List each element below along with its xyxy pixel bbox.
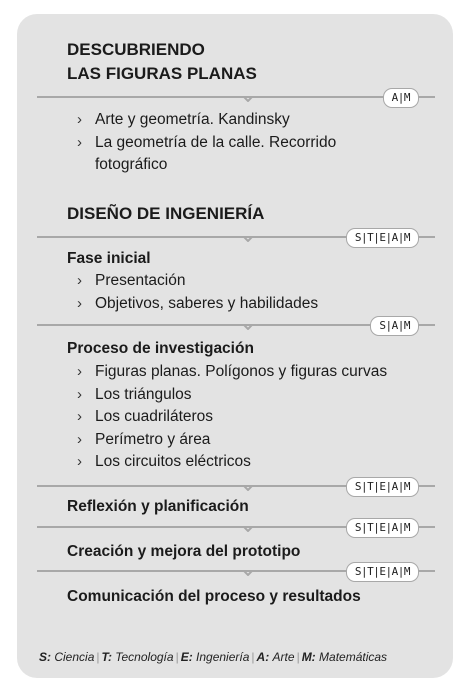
phase-list	[77, 361, 447, 474]
list-item: › Objetivos, saberes y habilidades	[77, 293, 447, 316]
area-tag: S|T|E|A|M	[346, 477, 419, 497]
legend-key: S:	[39, 650, 51, 664]
list-item: › Perímetro y área	[77, 429, 447, 452]
phase-title: Comunicación del proceso y resultados	[67, 588, 361, 605]
legend-value: Ciencia	[54, 650, 95, 664]
section-title-line1: DESCUBRIENDO	[67, 40, 205, 59]
list-item: › Figuras planas. Polígonos y figuras curvas	[77, 361, 447, 384]
phase-title: Reflexión y planificación	[67, 498, 249, 515]
legend-value: Arte	[272, 650, 295, 664]
legend-value: Matemáticas	[319, 650, 388, 664]
area-tag: S|T|E|A|M	[346, 228, 419, 248]
legend-value: Tecnología	[115, 650, 174, 664]
divider-notch-icon	[243, 526, 253, 532]
list-item: › Los cuadriláteros	[77, 406, 447, 429]
legend: S: Ciencia | T: Tecnología | E: Ingeniería | A: Arte | M: Matemáticas	[39, 650, 388, 664]
list-item: › Arte y geometría. Kandinsky	[77, 109, 447, 132]
legend-key: T:	[101, 650, 112, 664]
list-item: › Los circuitos eléctricos	[77, 451, 447, 474]
legend-key: M:	[301, 650, 316, 664]
divider	[37, 480, 435, 493]
phase-title: Proceso de investigación	[67, 340, 254, 357]
chevron-right-icon: ›	[77, 111, 82, 128]
divider-notch-icon	[243, 324, 253, 330]
area-tag: S|A|M	[370, 316, 419, 336]
chevron-right-icon: ›	[77, 363, 82, 380]
divider	[37, 319, 435, 332]
chevron-right-icon: ›	[77, 408, 82, 425]
list-item: › La geometría de la calle. Recorrido	[77, 132, 447, 155]
phase-list	[77, 270, 447, 315]
section-title: DISEÑO DE INGENIERÍA	[67, 204, 265, 223]
chevron-right-icon: ›	[77, 385, 82, 403]
chevron-right-icon: ›	[77, 453, 82, 470]
legend-key: A:	[256, 650, 270, 664]
list-item: › Los triángulos	[77, 384, 447, 407]
chevron-right-icon: ›	[77, 133, 82, 151]
content-card	[17, 14, 453, 678]
area-tag: S|T|E|A|M	[346, 562, 419, 582]
list-item-continued: fotográfico	[95, 156, 168, 173]
topic-list	[77, 109, 447, 177]
area-tag: S|T|E|A|M	[346, 518, 419, 538]
legend-value: Ingeniería	[196, 650, 250, 664]
phase-title: Fase inicial	[67, 250, 151, 267]
divider-notch-icon	[243, 485, 253, 491]
section-title-line2: LAS FIGURAS PLANAS	[67, 64, 257, 83]
list-item: › Presentación	[77, 270, 447, 293]
chevron-right-icon: ›	[77, 430, 82, 448]
phase-title: Creación y mejora del prototipo	[67, 543, 301, 560]
divider	[37, 91, 435, 104]
divider-notch-icon	[243, 236, 253, 242]
divider	[37, 521, 435, 534]
divider	[37, 565, 435, 578]
area-tag: A|M	[383, 88, 419, 108]
divider-notch-icon	[243, 96, 253, 102]
chevron-right-icon: ›	[77, 294, 82, 312]
divider	[37, 231, 435, 244]
chevron-right-icon: ›	[77, 272, 82, 289]
legend-key: E:	[180, 650, 193, 664]
divider-notch-icon	[243, 570, 253, 576]
